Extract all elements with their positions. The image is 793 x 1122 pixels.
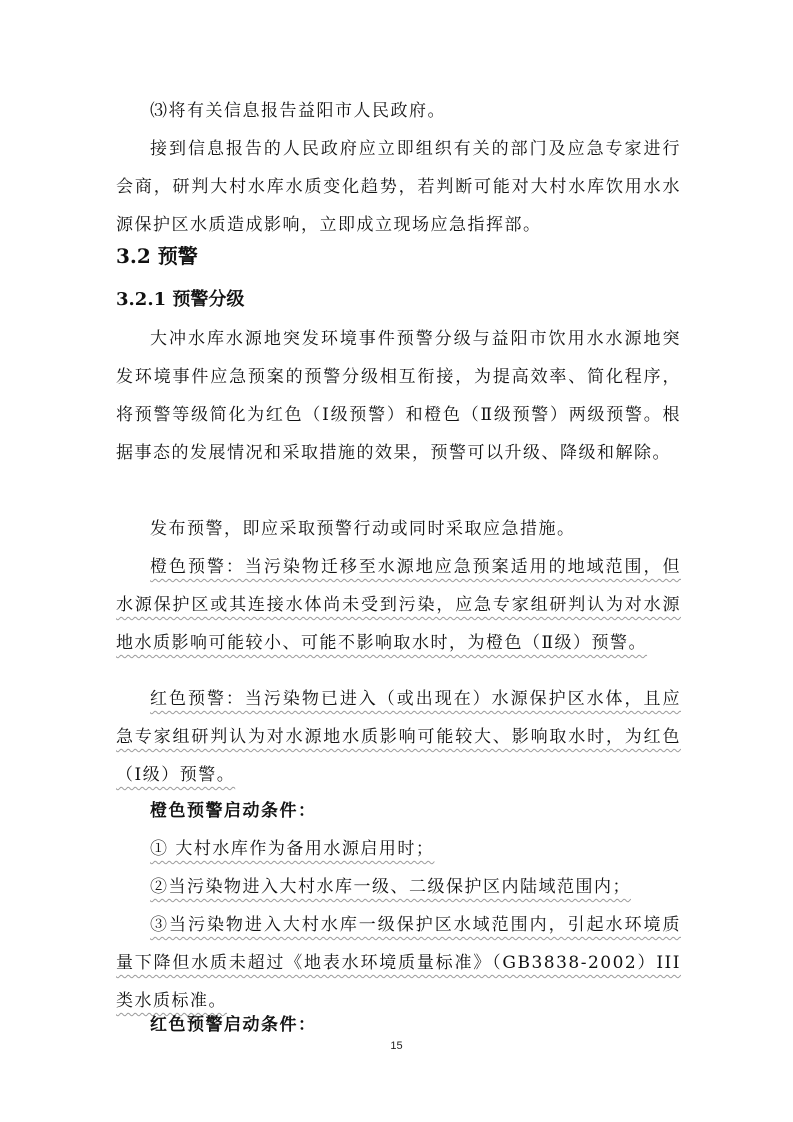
section-heading-3-2: 3.2 预警 — [116, 244, 198, 268]
page-number: 15 — [390, 1040, 403, 1052]
paragraph-issue-warning: 发布预警，即应采取预警行动或同时采取应急措施。 — [150, 519, 576, 539]
red-conditions-title: 红色预警启动条件： — [150, 1015, 317, 1035]
orange-condition-1: ① 大村水库作为备用水源启用时； — [150, 839, 435, 859]
orange-conditions-title: 橙色预警启动条件： — [150, 801, 317, 821]
paragraph-warning-levels: 大冲水库水源地突发环境事件预警分级与益阳市饮用水水源地突发环境事件应急预案的预警分级相互衔接，为提高效率、简化程序，将预警等级简化为红色（Ⅰ级预警）和橙色（Ⅱ级预警）两级预警。根据事态的发展情况和采取措施的效果，预警可以升级、降级和解除。 — [116, 329, 681, 463]
orange-condition-2: ②当污染物进入大村水库一级、二级保护区内陆域范围内； — [150, 877, 631, 897]
paragraph-report-to-government: ⑶将有关信息报告益阳市人民政府。 — [150, 101, 446, 121]
section-heading-3-2-1: 3.2.1 预警分级 — [116, 289, 245, 310]
paragraph-consultation: 接到信息报告的人民政府应立即组织有关的部门及应急专家进行会商，研判大村水库水质变化趋势，若判断可能对大村水库饮用水水源保护区水质造成影响，立即成立现场应急指挥部。 — [116, 139, 681, 235]
paragraph-orange-warning: 橙色预警：当污染物迁移至水源地应急预案适用的地域范围，但水源保护区或其连接水体尚未受到污染，应急专家组研判认为对水源地水质影响可能较小、可能不影响取水时，为橙色（Ⅱ级）预警。 — [116, 557, 681, 653]
paragraph-red-warning: 红色预警：当污染物已进入（或出现在）水源保护区水体，且应急专家组研判认为对水源地水质影响可能较大、影响取水时，为红色（Ⅰ级）预警。 — [116, 689, 681, 785]
orange-condition-3: ③当污染物进入大村水库一级保护区水域范围内，引起水环境质量下降但水质未超过《地表水环境质量标准》（GB3838-2002）III类水质标准。 — [116, 915, 681, 1011]
